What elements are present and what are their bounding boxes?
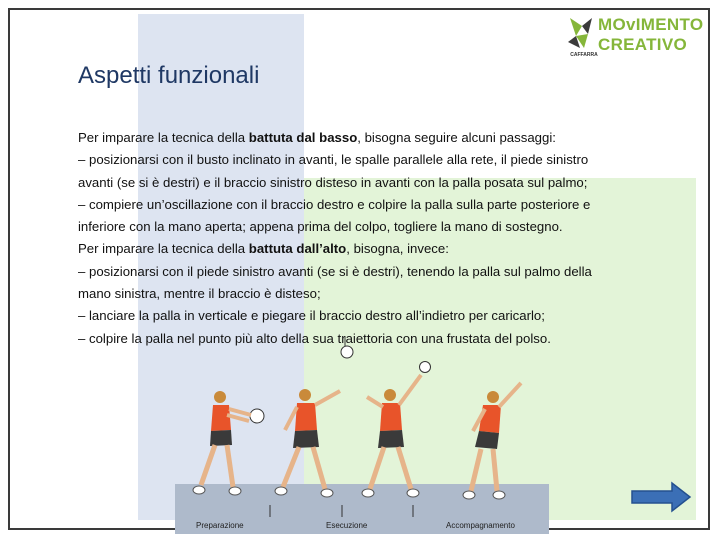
body-paragraph bbox=[78, 283, 678, 305]
body-paragraph bbox=[78, 305, 678, 327]
body-text-segment: Per imparare la tecnica della bbox=[78, 130, 249, 145]
body-text-segment: – compiere un’oscillazione con il braccio destro e colpire la palla sulla parte posteriore e bbox=[78, 196, 591, 212]
body-text-segment: inferiore con la mano aperta; appena prima del colpo, togliere la mano di sostegno. bbox=[78, 219, 563, 235]
body-paragraph bbox=[78, 149, 678, 171]
phase-label-preparation: Preparazione bbox=[196, 521, 244, 530]
body-paragraph bbox=[78, 194, 678, 216]
next-slide-arrow-icon[interactable] bbox=[630, 480, 692, 514]
movimento-creativo-logo bbox=[562, 14, 702, 60]
logo-text-line2: CREATIVO bbox=[598, 35, 687, 54]
body-text-segment: – colpire la palla nel punto più alto della sua traiettoria con una frustata del polso. bbox=[78, 330, 551, 346]
body-bold-term: battuta dall’alto bbox=[248, 241, 347, 257]
body-text-segment: – posizionarsi con il piede sinistro avanti (se si è destri), tenendo la palla sul palmo della bbox=[78, 263, 592, 279]
body-text-segment: mano sinistra, mentre il braccio è disteso; bbox=[78, 286, 321, 302]
body-paragraph bbox=[78, 238, 678, 260]
body-text-segment: – lanciare la palla in verticale e piegare il braccio destro all’indietro per caricarlo; bbox=[78, 308, 545, 324]
body-text-segment: avanti (se si è destri) e il braccio sinistro disteso in avanti con la palla posata sul palmo; bbox=[78, 174, 588, 190]
body-text bbox=[78, 127, 678, 350]
body-text-segment: , bisogna, invece: bbox=[346, 241, 449, 257]
body-paragraph bbox=[78, 127, 678, 149]
body-text-segment: – posizionarsi con il busto inclinato in avanti, le spalle parallele alla rete, il piede sinistro bbox=[78, 152, 589, 168]
logo-text-line1: MOvIMENTO bbox=[598, 15, 704, 34]
body-paragraph bbox=[78, 216, 678, 238]
phase-label-execution: Esecuzione bbox=[326, 521, 368, 530]
body-paragraph bbox=[78, 172, 678, 194]
logo-caption: CAFFARRA bbox=[570, 52, 598, 58]
body-paragraph bbox=[78, 261, 678, 283]
body-text-segment: , bisogna seguire alcuni passaggi: bbox=[357, 130, 556, 145]
body-bold-term: battuta dal basso bbox=[248, 130, 358, 145]
body-text-segment: Per imparare la tecnica della bbox=[78, 241, 249, 257]
page-title: Aspetti funzionali bbox=[78, 62, 260, 89]
volleyball-serve-illustration bbox=[175, 335, 555, 535]
phase-label-follow-through: Accompagnamento bbox=[446, 521, 515, 530]
